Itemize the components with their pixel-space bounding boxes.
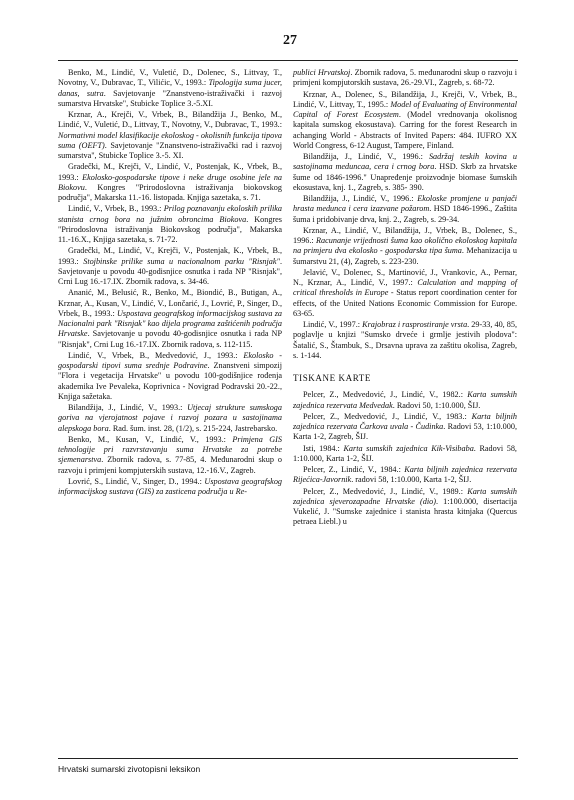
reference-entry bbox=[58, 246, 282, 287]
reference-authors: Jelavić, V., Dolenec, S., Martinović, J., Vrankovic, A., Pernar, N., Krznar, A., Lindić, V., 1997.: bbox=[293, 267, 517, 287]
reference-entry bbox=[58, 110, 282, 161]
reference-details: . Savjetovanje u povodu 40-godisnjice osnutka i rada NP "Risnjak", Crni Lug 16.-17.IX. Zbornik radova, s. 112-115. bbox=[58, 329, 282, 349]
reference-details: . Kongres "Prirodoslovna istraživanja Biokovskog područja", Makarska 11.-16.X., Knjiga sazetaka, s. 71-72. bbox=[58, 214, 282, 244]
reference-authors: Krznar, A., Dolenec, S., Bilandžija, J., Krejči, V., Vrbek, B., Lindić, V., Littvay, T., 1995.: bbox=[293, 89, 517, 109]
reference-entry bbox=[58, 477, 282, 498]
reference-entry bbox=[293, 268, 517, 319]
reference-details: . Radovi 50, 1:10.000, ŠIJ. bbox=[392, 400, 481, 410]
reference-title: Karta sumskih zajednica sjeverozapadne Hrvatske (dio) bbox=[293, 486, 517, 506]
reference-details: . Savjetovanje "Znanstveno-istraživački rad i razvoj sumarstva", Stubicke Toplice 3.-5. XI. bbox=[58, 140, 282, 160]
page-number: 27 bbox=[283, 33, 297, 48]
reference-entry bbox=[293, 68, 517, 89]
reference-title: Model of Evaluating of Environmental Capital of Forest Ecosystem bbox=[293, 99, 517, 119]
reference-details: . Zbornik radova, s. 77-85, 4. Međunarodni skup o razvoju i primjeni kompjuterskih sustava, 12.-16.V., Zagreb. bbox=[58, 455, 282, 475]
reference-authors: Benko, M., Kusan, V., Lindić, V., 1993.: bbox=[68, 434, 233, 444]
reference-authors: Krznar, A., Krejči, V., Vrbek, B., Bilandžija J., Benko, M., Lindić, V., Vuletić, D., Littvay, T., Novotny, V., Dubravac, T., 1993.: bbox=[58, 110, 282, 130]
reference-title: Normativni model klasifikacije ekoloskog - okolisnih funkcija tipova suma (OEFT) bbox=[58, 130, 282, 150]
header-rule bbox=[58, 60, 518, 61]
footer-rule bbox=[58, 758, 518, 759]
reference-entry bbox=[293, 487, 517, 528]
reference-title: Utjecaj strukture sumskoga goriva na vjerojatnost pojave i razvoj pozara u sastojinama alepskoga bora bbox=[58, 403, 282, 433]
reference-title: Stojbinske prilike suma u nacionalnom parku "Risnjak" bbox=[83, 256, 280, 266]
reference-title: Calculation and mapping of critical thresholds in Europe bbox=[293, 278, 517, 298]
reference-title: Primjena GIS tehnologije pri razvrstavanju suma Hrvatske za potrebe sjemenarstva bbox=[58, 434, 282, 465]
reference-authors: Pelcer, Z., Medvedović, J., Lindić, V., 1989.: bbox=[303, 486, 468, 496]
reference-authors: Lindić, V., 1997.: bbox=[303, 320, 363, 329]
reference-authors: Lovrić, S., Lindić, V., Singer, D., 1994.: bbox=[68, 476, 205, 486]
reference-title: Uspostava geografskog informacijskog sustava za Nacionalni park "Risnjak" kao dijela programa zaštićenih područja Hrvatske bbox=[58, 308, 282, 339]
reference-entry bbox=[293, 390, 517, 411]
reference-authors: Isti, 1984.: bbox=[303, 443, 344, 453]
reference-authors: Pelcer, Z., Lindić, V., 1984.: bbox=[303, 465, 405, 474]
reference-details: . Zbornik radova, 5. međunarodni skup o razvoju i primjeni kompjutorskih sustava, 26.-29.VI., Zagreb, s. 68-72. bbox=[293, 68, 517, 88]
reference-authors: Lindić, V., Vrbek, B., 1993.: bbox=[68, 204, 164, 214]
reference-details: . Kongres "Prirodoslovna istraživanja biokovskog područja", Makarska 11.-16. listopada. Knjiga sazetaka, s. 71. bbox=[58, 182, 282, 202]
reference-authors: Gradečki, M., Lindić, V., Krejči, V., Postenjak, K., Vrbek, B., 1993.: bbox=[58, 246, 282, 266]
reference-title: Ekolosko-gospodarske tipove i neke druge osobine jele na Biokovu bbox=[58, 172, 283, 192]
reference-title: Ekoloske promjene u panjači hrasta medunca i cera izazvane požarom bbox=[293, 194, 517, 214]
reference-authors: Bilandžija, J., Lindić, V., 1996.: bbox=[303, 152, 429, 161]
reference-title: Krajobraz i rasprostiranje vrsta bbox=[362, 320, 468, 329]
reference-details: . radovi 58, 1:10.000, Karta 1-2, ŠIJ. bbox=[351, 475, 472, 485]
reference-title: Karta biljnih zajednica rezervata Čarkova uvala - Čudinka bbox=[293, 411, 517, 431]
reference-authors: Ananić, M., Belusić, R., Benko, M., Biondić, B., Butigan, A., Krznar, A., Kusan, V., Lindić, V., Lončarić, J., Lovrić, P., Singer, D., Vrbek, B., 1993.: bbox=[58, 288, 282, 318]
reference-title: Sadržaj teskih kovina u sastojinama meduncaa, cera i crnog bora bbox=[293, 152, 517, 172]
reference-entry bbox=[293, 226, 517, 267]
reference-authors: Pelcer, Z., Medvedović, J., Lindić, V., 1982.: bbox=[303, 390, 468, 400]
reference-entry bbox=[58, 435, 282, 476]
reference-details: . Rad. šum. inst. 28, (1/2), s. 215-224, Jastrebarsko. bbox=[108, 423, 278, 433]
reference-entry bbox=[58, 403, 282, 434]
reference-details: . Mehanizacija u šumarstvu 21, (4), Zagreb, s. 223-230. bbox=[293, 246, 517, 266]
reference-authors: Bilandžija, J., Lindić, V., 1993.: bbox=[68, 403, 188, 412]
reference-entry bbox=[293, 320, 517, 361]
reference-details: . HSD. Skrb za hrvatske šume od 1846-1996." Unapređenje proizvodnje biomase šumskih ekosustava, knj. 1., Zagreb, s. 385- 390. bbox=[293, 162, 517, 192]
reference-details: . (Model vrednovanja okolisnog kapitala sumskog ekosustava). Carring for the forest Research in achanging World - Abstracts of Invited Papers: 484. IUFRO XX World Congress, 6-12 August, Tampere, Finland. bbox=[293, 110, 517, 150]
reference-entry bbox=[293, 412, 517, 443]
reference-details: . Radovi 58, 1:10.000, Karta 1-2, ŠIJ. bbox=[293, 443, 517, 463]
reference-details: . Savjetovanje "Znanstveno-istraživački i razvoj sumarstva Hrvatske", Stubicke Toplice 3.-5.XI. bbox=[58, 88, 282, 108]
reference-title: Karta sumskih zajednica rezervata Medvedak bbox=[293, 390, 517, 410]
reference-title: Ekolosko - gospodarski tipovi suma srednje Podravine bbox=[58, 350, 282, 370]
reference-entry bbox=[293, 90, 517, 152]
reference-title: Prilog poznavanju ekoloskih prilika stanista crnog bora na južnim obroncima Biokova bbox=[58, 204, 282, 224]
reference-details: . Znanstveni simpozij "Flora i vegetacija Hrvatske" u povodu 100-godišnjice rođenja akademika Ive Pevaleka, Koprivnica - Novigrad Podravski 20.-22., Knjiga sažetaka. bbox=[58, 361, 282, 401]
reference-title: publici Hrvatskoj bbox=[293, 68, 351, 77]
section-heading: TISKANE KARTE bbox=[293, 373, 372, 383]
reference-entry bbox=[293, 152, 517, 193]
reference-entry bbox=[293, 444, 517, 465]
reference-details: - Status report coordination center for effects, of the United Nations Economic Commission for Europe. 63-65. bbox=[293, 288, 517, 318]
reference-authors: Gradečki, M., Krejči, V., Lindić, V., Postenjak, K., Vrbek, B., 1993.: bbox=[58, 162, 282, 182]
reference-entry bbox=[58, 288, 282, 350]
reference-entry bbox=[58, 162, 282, 203]
right-column bbox=[293, 68, 517, 528]
reference-details: . Radovi 53, 1:10.000, Karta 1-2, Zagreb, ŠIJ. bbox=[293, 422, 517, 442]
reference-title: Racunanje vrijednosti šuma kao okolično ekoloskog kapitala na primjeru dva ekolosko - gospodarska tipa šuma bbox=[293, 236, 518, 256]
reference-authors: Benko, M., Lindić, V., Vuletić, D., Dolenec, S., Littvay, T., Novotny, V., Dubravac, T., Vilićic, V., 1993.: bbox=[58, 68, 282, 88]
right-column-references bbox=[293, 68, 517, 361]
reference-entry bbox=[293, 194, 517, 225]
reference-details: . 1:100.000, disertacija Vukelić, J. "Sumske zajednice i stanista hrasta kitnjaka (Quercus petraea Liebl.) u bbox=[293, 496, 518, 527]
reference-authors: Bilandžija, J., Lindić, V., 1996.: bbox=[303, 194, 418, 203]
reference-entry bbox=[293, 465, 517, 486]
reference-details: . HSD 1846-1996., Zaštita šuma i pridobivanje drva, knj. 2., Zagreb, s. 29-34. bbox=[293, 204, 517, 224]
reference-entry bbox=[58, 204, 282, 245]
printed-maps-list bbox=[293, 390, 517, 527]
reference-authors: Lindić, V., Vrbek, B., Medvedović, J., 1993.: bbox=[68, 350, 244, 360]
reference-details: . 29-33, 40, 85, poglavlje u knjizi "Sumsko drveće i grmlje jestivih plodova": Šatalić, S., Štambuk, S., Drsavna uprava za zaštitu okolisa, Zagreb, s. 1-144. bbox=[293, 320, 518, 360]
left-column bbox=[58, 68, 282, 497]
reference-authors: Pelcer, Z., Medvedović, J., Lindić, V., 1983.: bbox=[303, 411, 472, 421]
reference-details: . Savjetovanje u povodu 40-godisnjice osnutka i rada NP "Risnjak", Crni Lug 16.-17.IX. Zbornik radova, s. 34-46. bbox=[58, 256, 283, 286]
reference-title: Karta biljnih zajednica rezervata Rijećica-Javornik bbox=[293, 465, 517, 485]
reference-title: Tipologija suma jucer, danas, sutra bbox=[58, 78, 282, 98]
reference-entry bbox=[58, 68, 282, 109]
reference-title: Uspostava geografskog informacijskog sustava (GIS) za zasticena područja u Re- bbox=[58, 476, 283, 496]
reference-entry bbox=[58, 351, 282, 402]
footer-text: Hrvatski sumarski zivotopisni leksikon bbox=[58, 764, 201, 774]
reference-title: Karta sumskih zajednica Kik-Visibaba bbox=[343, 443, 474, 453]
reference-authors: Krznar, A., Lindić, V., Bilandžija, J., Vrbek, B., Dolenec, S., 1996.: bbox=[293, 225, 517, 245]
